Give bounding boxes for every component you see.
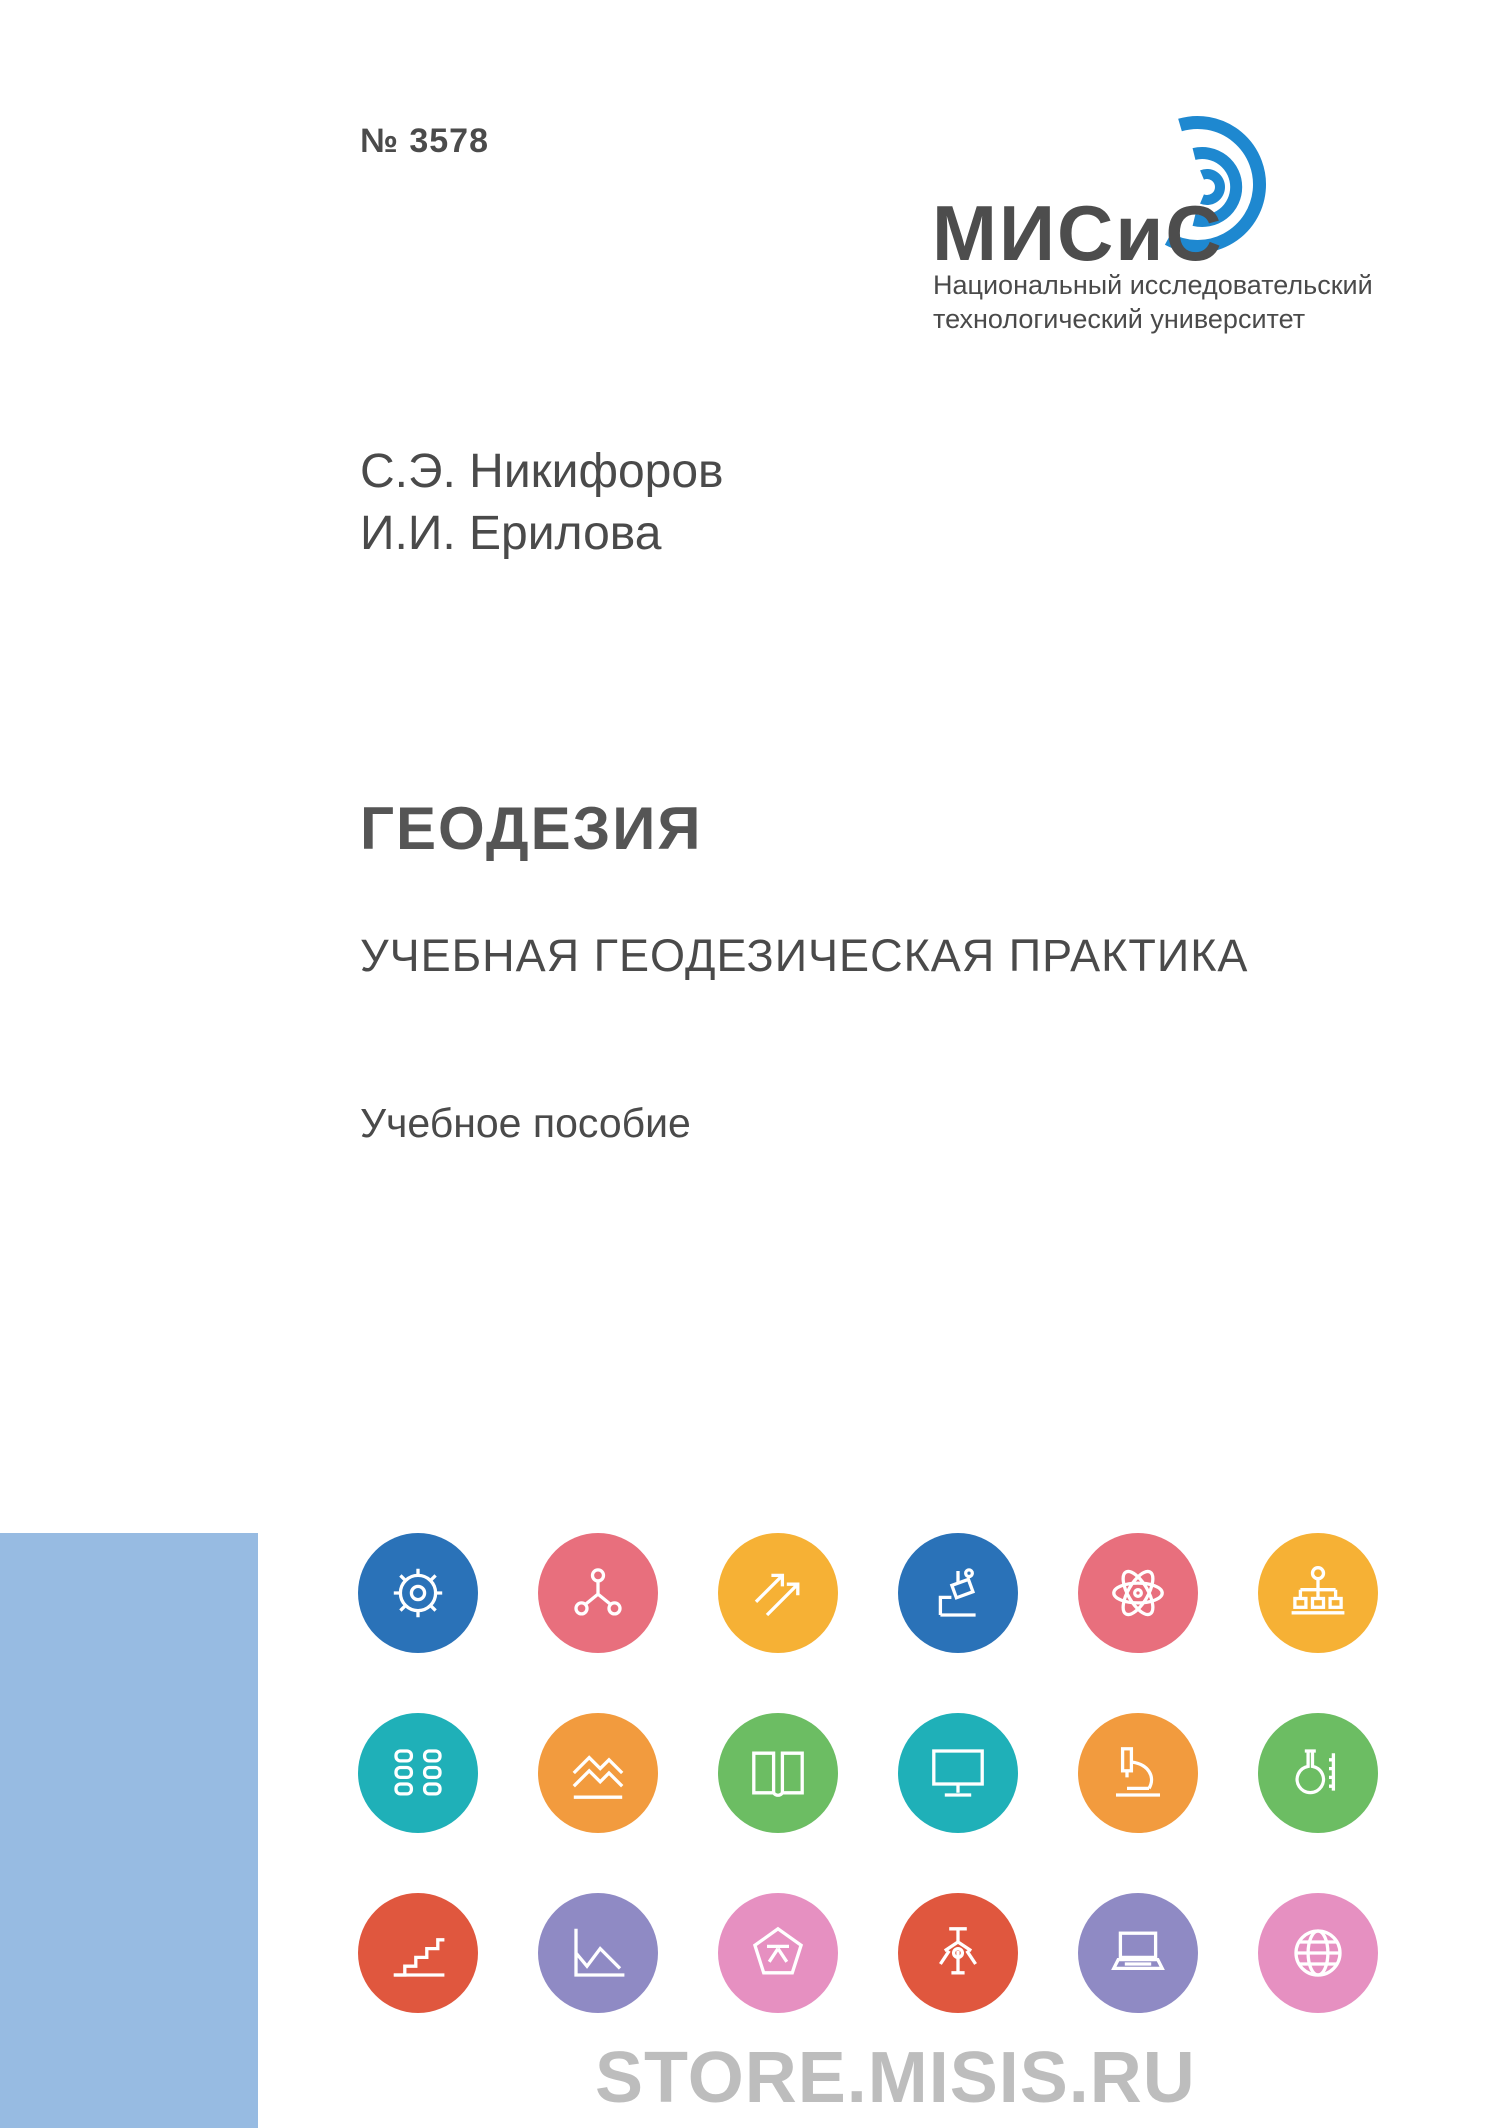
laptop-icon [1078,1893,1198,2013]
globe-icon [1258,1893,1378,2013]
abacus-icon [358,1713,478,1833]
mountains-icon [538,1713,658,1833]
publication-number: № 3578 [360,122,489,160]
microscope-icon [1078,1713,1198,1833]
author-2: И.И. Ерилова [360,507,662,560]
robot-arm-icon [898,1893,1018,2013]
book-title: ГЕОДЕЗИЯ [360,795,703,862]
book-subtitle: УЧЕБНАЯ ГЕОДЕЗИЧЕСКАЯ ПРАКТИКА [360,930,1249,981]
gear-icon [358,1533,478,1653]
atom-icon [1078,1533,1198,1653]
logo-tagline-line2: технологический университет [933,304,1306,334]
stairs-icon [358,1893,478,2013]
molecule-icon [538,1533,658,1653]
document-type: Учебное пособие [360,1100,691,1146]
pentagon-icon [718,1893,838,2013]
crane-icon [898,1533,1018,1653]
graph-icon [538,1893,658,2013]
author-1: С.Э. Никифоров [360,445,724,498]
book-icon [718,1713,838,1833]
flask-icon [1258,1713,1378,1833]
store-url: STORE.MISIS.RU [595,2038,1196,2118]
logo-tagline-line1: Национальный исследовательский [933,270,1373,300]
decorative-side-bar [0,1533,258,2128]
arrows-icon [718,1533,838,1653]
monitor-icon [898,1713,1018,1833]
logo-name: МИСиС [932,189,1224,277]
hierarchy-icon [1258,1533,1378,1653]
